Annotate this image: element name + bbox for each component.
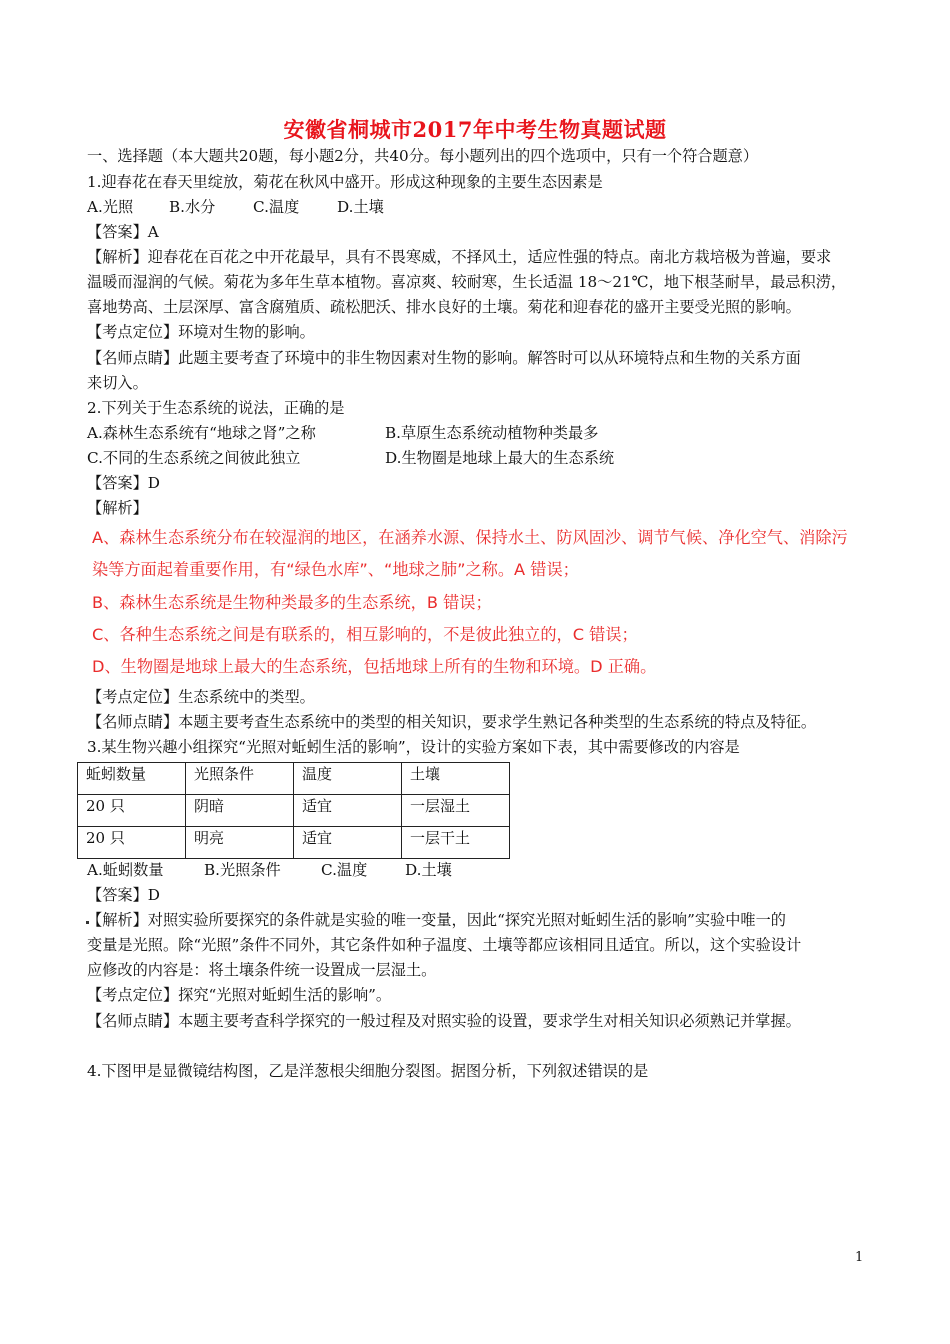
- q2-analysis-red-line: A、森林生态系统分布在较湿润的地区，在涵养水源、保持水土、防风固沙、调节气候、净化空气、消除污: [92, 528, 848, 547]
- q2-analysis-red-line: 染等方面起着重要作用，有“绿色水库”、“地球之肺”之称。A 错误；: [92, 560, 579, 579]
- q3-point: 【考点定位】探究“光照对蚯蚓生活的影响”。: [87, 986, 392, 1004]
- q3-analysis-line: 变量是光照。除“光照”条件不同外，其它条件如种子温度、土壤等都应该相同且适宜。所以，这个实验设计: [87, 936, 802, 954]
- table-row: [78, 827, 510, 859]
- section-heading: 一、选择题（本大题共20题，每小题2分，共40分。每小题列出的四个选项中，只有一个符合题意）: [87, 147, 759, 165]
- q4-stem: 4.下图甲是显微镜结构图，乙是洋葱根尖细胞分裂图。据图分析，下列叙述错误的是: [87, 1062, 649, 1080]
- q2-stem: 2.下列关于生态系统的说法，正确的是: [87, 399, 345, 417]
- table-header-cell: 光照条件: [186, 763, 294, 795]
- q1-point: 【考点定位】环境对生物的影响。: [87, 323, 315, 341]
- q3-option-a: A.蚯蚓数量: [87, 861, 164, 879]
- q3-options: [87, 860, 452, 880]
- q1-analysis-line: 【解析】迎春花在百花之中开花最早，具有不畏寒威，不择风土，适应性强的特点。南北方栽培极为普遍，要求: [87, 248, 832, 266]
- q1-option-b: B.水分: [169, 198, 216, 216]
- q3-option-b: B.光照条件: [204, 861, 281, 879]
- q2-answer: 【答案】D: [87, 474, 160, 492]
- q1-answer: 【答案】A: [87, 223, 159, 241]
- q3-answer: 【答案】D: [87, 886, 160, 904]
- table-cell: 适宜: [294, 827, 402, 859]
- page-title: 安徽省桐城市2017年中考生物真题试题: [283, 117, 667, 142]
- table-cell: 阴暗: [186, 795, 294, 827]
- table-cell: 20 只: [78, 827, 186, 859]
- q2-options-row2: [87, 448, 614, 468]
- q2-option-c: C.不同的生态系统之间彼此独立: [87, 449, 301, 467]
- q1-option-c: C.温度: [253, 198, 300, 216]
- q2-analysis-label: 【解析】: [87, 499, 148, 517]
- q2-comment: 【名师点睛】本题主要考查生态系统中的类型的相关知识，要求学生熟记各种类型的生态系统的特点及特征。: [87, 713, 816, 731]
- table-cell: 20 只: [78, 795, 186, 827]
- q3-option-d: D.土壤: [405, 861, 452, 879]
- table-cell: 明亮: [186, 827, 294, 859]
- page-number: 1: [855, 1250, 864, 1265]
- table-row: [78, 795, 510, 827]
- q2-options-row1: [87, 423, 598, 443]
- table-row: [78, 763, 510, 795]
- q1-comment-line: 来切入。: [87, 374, 148, 392]
- table-cell: 适宜: [294, 795, 402, 827]
- q2-option-d: D.生物圈是地球上最大的生态系统: [385, 449, 615, 467]
- table-header-cell: 土壤: [402, 763, 510, 795]
- q2-analysis-red-line: D、生物圈是地球上最大的生态系统，包括地球上所有的生物和环境。D 正确。: [92, 657, 657, 676]
- q3-comment: 【名师点睛】本题主要考查科学探究的一般过程及对照实验的设置，要求学生对相关知识必须熟记并掌握。: [87, 1012, 801, 1030]
- table-cell: 一层湿土: [402, 795, 510, 827]
- experiment-table: [77, 762, 510, 859]
- q2-analysis-red-line: C、各种生态系统之间是有联系的，相互影响的，不是彼此独立的，C 错误；: [92, 625, 638, 644]
- q2-analysis-red-line: B、森林生态系统是生物种类最多的生态系统，B 错误；: [92, 593, 492, 612]
- q1-stem: 1.迎春花在春天里绽放，菊花在秋风中盛开。形成这种现象的主要生态因素是: [87, 173, 603, 191]
- q1-analysis-line: 温暖而湿润的气候。菊花为多年生草本植物。喜凉爽、较耐寒，生长适温 18～21℃，地下根茎耐旱，最忌积涝，: [87, 273, 847, 291]
- q2-option-b: B.草原生态系统动植物种类最多: [385, 424, 599, 442]
- q3-analysis-line: 【解析】对照实验所要探究的条件就是实验的唯一变量，因此“探究光照对蚯蚓生活的影响”实验中唯一的: [87, 911, 786, 929]
- q1-option-d: D.土壤: [337, 198, 384, 216]
- q1-analysis-line: 喜地势高、土层深厚、富含腐殖质、疏松肥沃、排水良好的土壤。菊花和迎春花的盛开主要受光照的影响。: [87, 298, 801, 316]
- q2-option-a: A.森林生态系统有“地球之肾”之称: [87, 424, 316, 442]
- q1-comment-line: 【名师点睛】此题主要考查了环境中的非生物因素对生物的影响。解答时可以从环境特点和生物的关系方面: [87, 349, 801, 367]
- q1-option-a: A.光照: [87, 198, 134, 216]
- table-header-cell: 蚯蚓数量: [78, 763, 186, 795]
- q3-analysis-line: 应修改的内容是：将土壤条件统一设置成一层湿土。: [87, 961, 437, 979]
- table-header-cell: 温度: [294, 763, 402, 795]
- table-cell: 一层干土: [402, 827, 510, 859]
- q3-option-c: C.温度: [321, 861, 368, 879]
- q2-point: 【考点定位】生态系统中的类型。: [87, 688, 315, 706]
- q1-options: [87, 197, 384, 217]
- q3-stem: 3.某生物兴趣小组探究“光照对蚯蚓生活的影响”，设计的实验方案如下表，其中需要修改的内容是: [87, 738, 740, 756]
